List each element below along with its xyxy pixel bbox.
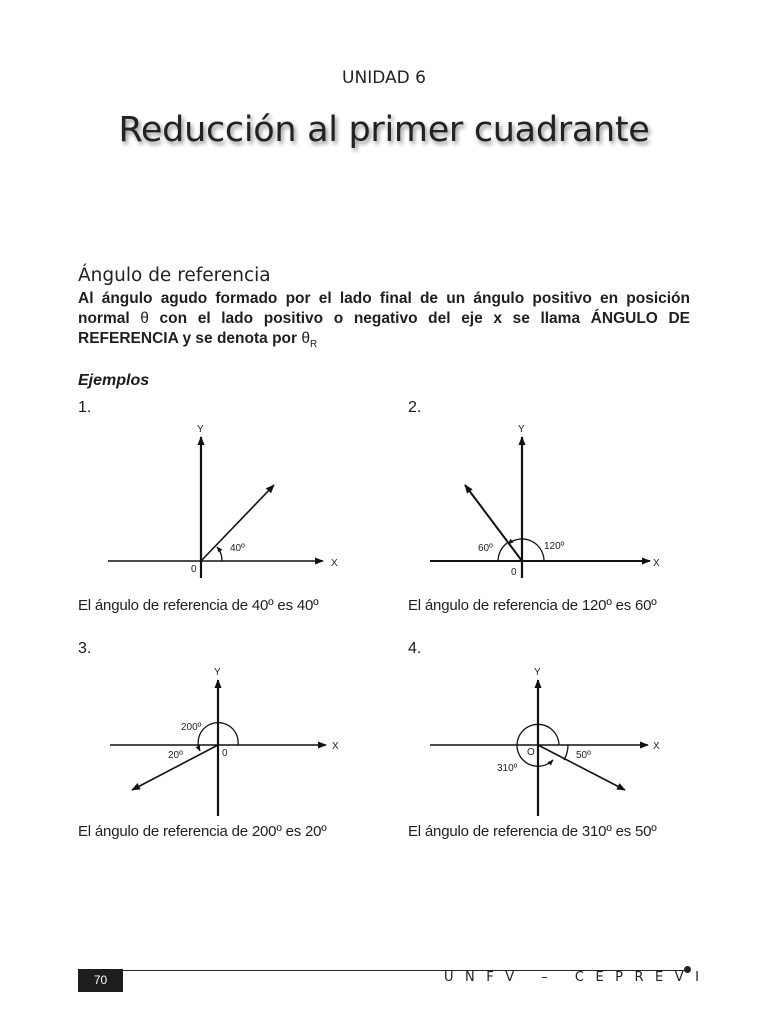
fig3-origin-label: 0: [222, 748, 228, 759]
unit-label: UNIDAD 6: [342, 68, 426, 88]
footer-publisher: UNFV – CEPREVI: [444, 970, 711, 985]
fig1-x-label: X: [331, 558, 338, 569]
fig4-y-label: Y: [534, 667, 541, 678]
fig2-x-label: X: [653, 558, 660, 569]
page-title: Reducción al primer cuadrante: [118, 110, 650, 150]
fig1-origin-label: 0: [191, 564, 197, 575]
definition-text-a: Al ángulo agudo formado por el lado final de un ángulo positivo en posición normal: [78, 290, 690, 327]
example-3-caption: El ángulo de referencia de 200º es 20º: [78, 823, 327, 840]
fig4-axes: [430, 680, 648, 816]
theta-r-subscript: R: [309, 339, 318, 350]
fig1-axes: [108, 437, 323, 578]
page-number: 70: [78, 969, 123, 992]
fig3-axes: [110, 680, 326, 816]
theta-symbol: θ: [140, 310, 149, 327]
example-2-caption: El ángulo de referencia de 120º es 60º: [408, 597, 657, 614]
fig2-ref-label: 60º: [478, 543, 493, 554]
example-1-number: 1.: [78, 399, 92, 416]
fig3-ref-label: 20º: [168, 750, 183, 761]
example-4-caption: El ángulo de referencia de 310º es 50º: [408, 823, 657, 840]
section-title: Ángulo de referencia: [78, 265, 271, 286]
example-2-number: 2.: [408, 399, 422, 416]
example-4-number: 4.: [408, 640, 422, 657]
example-1-caption: El ángulo de referencia de 40º es 40º: [78, 597, 319, 614]
fig4-origin-label: O: [527, 747, 535, 758]
fig1-y-label: Y: [197, 424, 204, 435]
theta-r-symbol: θ: [301, 330, 310, 347]
examples-heading: Ejemplos: [78, 372, 150, 389]
fig2-angle-label: 120º: [544, 541, 565, 552]
example-3-number: 3.: [78, 640, 92, 657]
fig3-angle-label: 200º: [181, 722, 202, 733]
fig2-y-label: Y: [518, 424, 525, 435]
fig3-y-label: Y: [214, 667, 221, 678]
fig4-x-label: X: [653, 741, 660, 752]
fig3-x-label: X: [332, 741, 339, 752]
fig4-ref-label: 50º: [576, 750, 591, 761]
fig4-angle-label: 310º: [497, 763, 518, 774]
fig2-axes: [430, 437, 650, 578]
fig1-angle-label: 40º: [230, 543, 245, 554]
definition-text-b: con el lado positivo o negativo del eje x se llama ÁNGULO DE REFERENCIA y se denota por: [78, 310, 690, 347]
fig2-origin-label: 0: [511, 567, 517, 578]
